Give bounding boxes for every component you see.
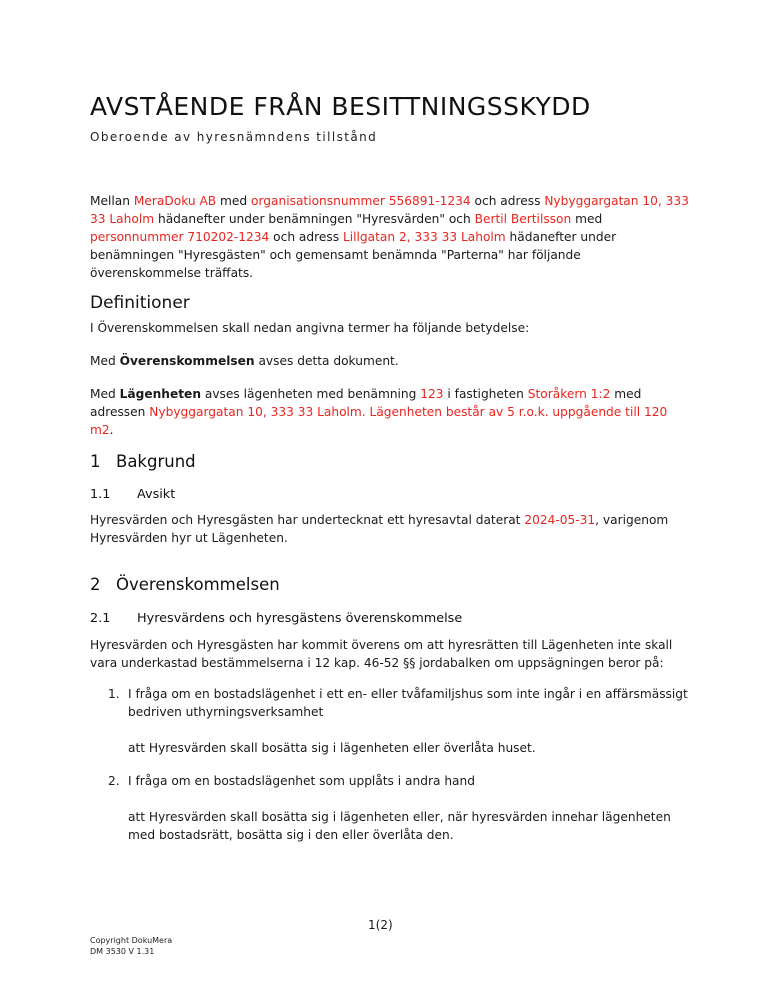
property-designation: Storåkern 1:2 [527,387,611,401]
document-subtitle: Oberoende av hyresnämndens tillstånd [90,130,378,144]
lease-date: 2024-05-31 [524,513,596,527]
list-item-detail: att Hyresvärden skall bosätta sig i lägenheten eller överlåta huset. [128,741,536,755]
footer-copyright: Copyright DokuMera [90,936,173,945]
tenant-name: Bertil Bertilsson [474,212,572,226]
intro-paragraph: Mellan MeraDoku AB med organisationsnummer 556891-1234 och adress Nybyggargatan 10, 333 33 Laholm hädanefter under benämningen "Hyresvärden" och Bertil Bertilsson med personnummer 710202-1234 och adress Lillgatan 2, 333 33 Laholm hädanefter under benämningen "Hyresgästen" och gemensamt benämnda "Parterna" har följande överenskommelse träffats. [90,194,689,280]
landlord-name: MeraDoku AB [133,194,217,208]
list-item [108,685,688,721]
list-item-text: I fråga om en bostadslägenhet i ett en- eller tvåfamiljshus som inte ingår i en affärsmässigt bedriven uthyrningsverksamhet [128,687,688,719]
section-2-1-text: Hyresvärden och Hyresgästen har kommit överens om att hyresrätten till Lägenheten inte skall vara underkastad bestämmelserna i 12 kap. 46-52 §§ jordabalken om uppsägningen beror på: [90,638,673,670]
definitions-lead: I Överenskommelsen skall nedan angivna termer ha följande betydelse: [90,321,530,335]
section-1-1-heading: 1.1 Avsikt [90,487,176,502]
list-item-number: 1. [108,687,120,701]
section-1-heading: 1 Bakgrund [90,452,196,471]
section-1-1-number: 1.1 [90,487,111,502]
definitions-heading: Definitioner [90,293,190,313]
org-number: organisationsnummer 556891-1234 [251,194,471,208]
section-2-heading: 2 Överenskommelsen [90,575,280,594]
page-number: 1(2) [368,918,393,932]
personal-number: personnummer 710202-1234 [90,230,270,244]
definition-apartment: Med Lägenheten avses lägenheten med benämning 123 i fastigheten Storåkern 1:2 med adressen Nybyggargatan 10, 333 33 Laholm. Lägenheten består av 5 r.o.k. uppgående till 120 m2. [90,387,668,437]
landlord-address: Nybyggargatan 10, 333 33 Laholm [90,194,689,226]
definition-agreement: Med Överenskommelsen avses detta dokument. [90,354,399,368]
footer [90,935,172,957]
term-agreement: Överenskommelsen [119,354,255,368]
footer-version: DM 3530 V 1.31 [90,947,155,956]
list-item [108,772,688,790]
list-item-number: 2. [108,774,120,788]
list-item-text: I fråga om en bostadslägenhet som upplåts i andra hand [128,774,475,788]
list-item-detail: att Hyresvärden skall bosätta sig i lägenheten eller, när hyresvärden innehar lägenheten med bostadsrätt, bosätta sig i den eller överlåta den. [128,810,671,842]
section-2-1-heading: 2.1 Hyresvärdens och hyresgästens överenskommelse [90,611,463,626]
section-1-1-text: Hyresvärden och Hyresgästen har undertecknat ett hyresavtal daterat 2024-05-31, varigenom Hyresvärden hyr ut Lägenheten. [90,513,669,545]
section-2-1-number: 2.1 [90,611,111,626]
document-title: AVSTÅENDE FRÅN BESITTNINGSSKYDD [90,92,591,121]
tenant-address: Lillgatan 2, 333 33 Laholm [342,230,506,244]
section-2-number: 2 [90,575,101,594]
section-1-number: 1 [90,452,101,471]
apartment-details: Nybyggargatan 10, 333 33 Laholm. Lägenheten består av 5 r.o.k. uppgående till 120 m2 [90,405,668,437]
term-apartment: Lägenheten [119,387,201,401]
apartment-number: 123 [420,387,444,401]
